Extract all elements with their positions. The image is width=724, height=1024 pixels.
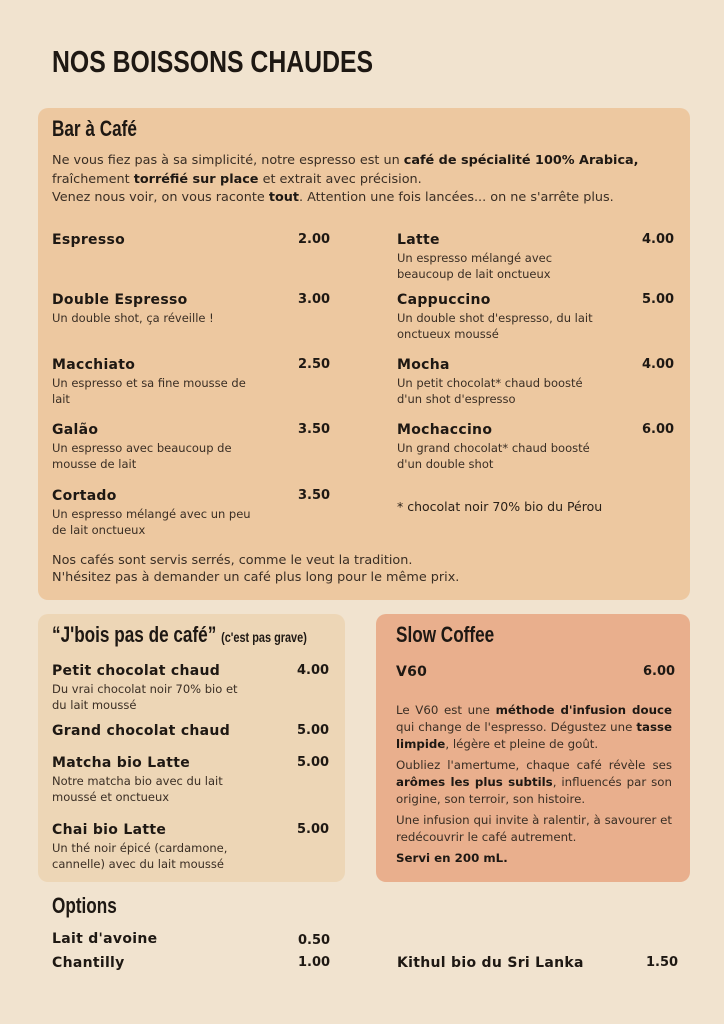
item-price: 3.00 bbox=[298, 292, 331, 307]
menu-item bbox=[396, 664, 596, 680]
serving-size: Servi en 200 mL. bbox=[396, 851, 508, 865]
item-name: V60 bbox=[396, 664, 428, 680]
item-name: Latte bbox=[397, 232, 440, 248]
item-price: 2.50 bbox=[298, 357, 331, 372]
menu-item bbox=[52, 822, 260, 872]
item-name: Petit chocolat chaud bbox=[52, 663, 221, 679]
item-name: Macchiato bbox=[52, 357, 136, 373]
item-description: Un espresso mélangé avec beaucoup de lait onctueux bbox=[397, 251, 553, 281]
item-price: 6.00 bbox=[642, 422, 675, 437]
item-name: Matcha bio Latte bbox=[52, 755, 191, 771]
item-description: Un petit chocolat* chaud boosté d'un shot d'espresso bbox=[397, 376, 583, 406]
menu-item bbox=[52, 292, 257, 326]
item-name: Espresso bbox=[52, 232, 126, 248]
item-description: Un thé noir épicé (cardamone, cannelle) avec du lait moussé bbox=[52, 841, 228, 871]
item-name: Cortado bbox=[52, 488, 117, 504]
menu-item bbox=[52, 488, 252, 538]
page-title: NOS BOISSONS CHAUDES bbox=[52, 44, 374, 79]
item-name: Mocha bbox=[397, 357, 450, 373]
option-item bbox=[52, 931, 157, 947]
item-price: 4.00 bbox=[642, 357, 675, 372]
menu-item bbox=[52, 663, 252, 713]
option-price: 0.50 bbox=[298, 933, 331, 948]
option-price: 1.00 bbox=[298, 955, 331, 970]
item-description: Un grand chocolat* chaud boosté d'un double shot bbox=[397, 441, 590, 471]
item-description: Un espresso mélangé avec un peu de lait onctueux bbox=[52, 507, 251, 537]
item-name: Cappuccino bbox=[397, 292, 491, 308]
item-price: 5.00 bbox=[297, 723, 330, 738]
item-price: 3.50 bbox=[298, 488, 331, 503]
item-price: 4.00 bbox=[642, 232, 675, 247]
item-name: Double Espresso bbox=[52, 292, 188, 308]
option-item bbox=[397, 955, 584, 971]
menu-item bbox=[52, 232, 252, 248]
item-price: 3.50 bbox=[298, 422, 331, 437]
menu-item bbox=[397, 357, 593, 407]
option-price: 1.50 bbox=[646, 955, 679, 970]
option-name: Kithul bio du Sri Lanka bbox=[397, 955, 584, 971]
item-description: Un espresso et sa fine mousse de lait bbox=[52, 376, 246, 406]
menu-item bbox=[397, 292, 597, 342]
menu-item bbox=[397, 422, 593, 472]
menu-item bbox=[52, 357, 252, 407]
slow-coffee-paragraph: Une infusion qui invite à ralentir, à savourer et redécouvrir le café autrement. bbox=[396, 813, 672, 844]
option-name: Chantilly bbox=[52, 955, 125, 971]
item-price: 4.00 bbox=[297, 663, 330, 678]
slow-coffee-paragraph: Oubliez l'amertume, chaque café révèle ses arômes les plus subtils, influencés par son origine, son terroir, son histoire. bbox=[396, 758, 672, 806]
item-price: 2.00 bbox=[298, 232, 331, 247]
item-price: 5.00 bbox=[297, 822, 330, 837]
slow-coffee-title: Slow Coffee bbox=[396, 622, 495, 647]
menu-item bbox=[52, 723, 292, 739]
no-coffee-title: “J'bois pas de café” (c'est pas grave) bbox=[52, 622, 307, 647]
item-name: Chai bio Latte bbox=[52, 822, 167, 838]
chocolate-footnote: * chocolat noir 70% bio du Pérou bbox=[397, 499, 603, 514]
menu-item bbox=[52, 422, 252, 472]
item-name: Mochaccino bbox=[397, 422, 493, 438]
item-price: 5.00 bbox=[642, 292, 675, 307]
item-price: 6.00 bbox=[643, 664, 676, 679]
item-description: Un double shot d'espresso, du lait onctueux moussé bbox=[397, 311, 593, 341]
bar-cafe-title: Bar à Café bbox=[52, 116, 137, 141]
item-price: 5.00 bbox=[297, 755, 330, 770]
item-description: Du vrai chocolat noir 70% bio et du lait moussé bbox=[52, 682, 238, 712]
menu-item bbox=[397, 232, 593, 282]
menu-item bbox=[52, 755, 257, 805]
item-description: Un double shot, ça réveille ! bbox=[52, 311, 214, 325]
bar-cafe-outro: Nos cafés sont servis serrés, comme le veut la tradition. N'hésitez pas à demander un café plus long pour le même prix. bbox=[52, 553, 460, 585]
option-name: Lait d'avoine bbox=[52, 931, 158, 947]
item-name: Grand chocolat chaud bbox=[52, 723, 231, 739]
bar-cafe-intro: Ne vous fiez pas à sa simplicité, notre espresso est un café de spécialité 100% Arabica, fraîchement torréfié sur place et extrait avec précision. Venez nous voir, on vous raconte tout. Attention une fois lancées... on ne s'arrête plus. bbox=[52, 153, 639, 205]
item-description: Notre matcha bio avec du lait moussé et onctueux bbox=[52, 774, 223, 804]
item-description: Un espresso avec beaucoup de mousse de lait bbox=[52, 441, 232, 471]
slow-coffee-paragraph: Le V60 est une méthode d'infusion douce qui change de l'espresso. Dégustez une tasse limpide, légère et pleine de goût. bbox=[396, 703, 672, 751]
item-name: Galão bbox=[52, 422, 99, 438]
option-item bbox=[52, 955, 125, 971]
options-title: Options bbox=[52, 893, 117, 918]
